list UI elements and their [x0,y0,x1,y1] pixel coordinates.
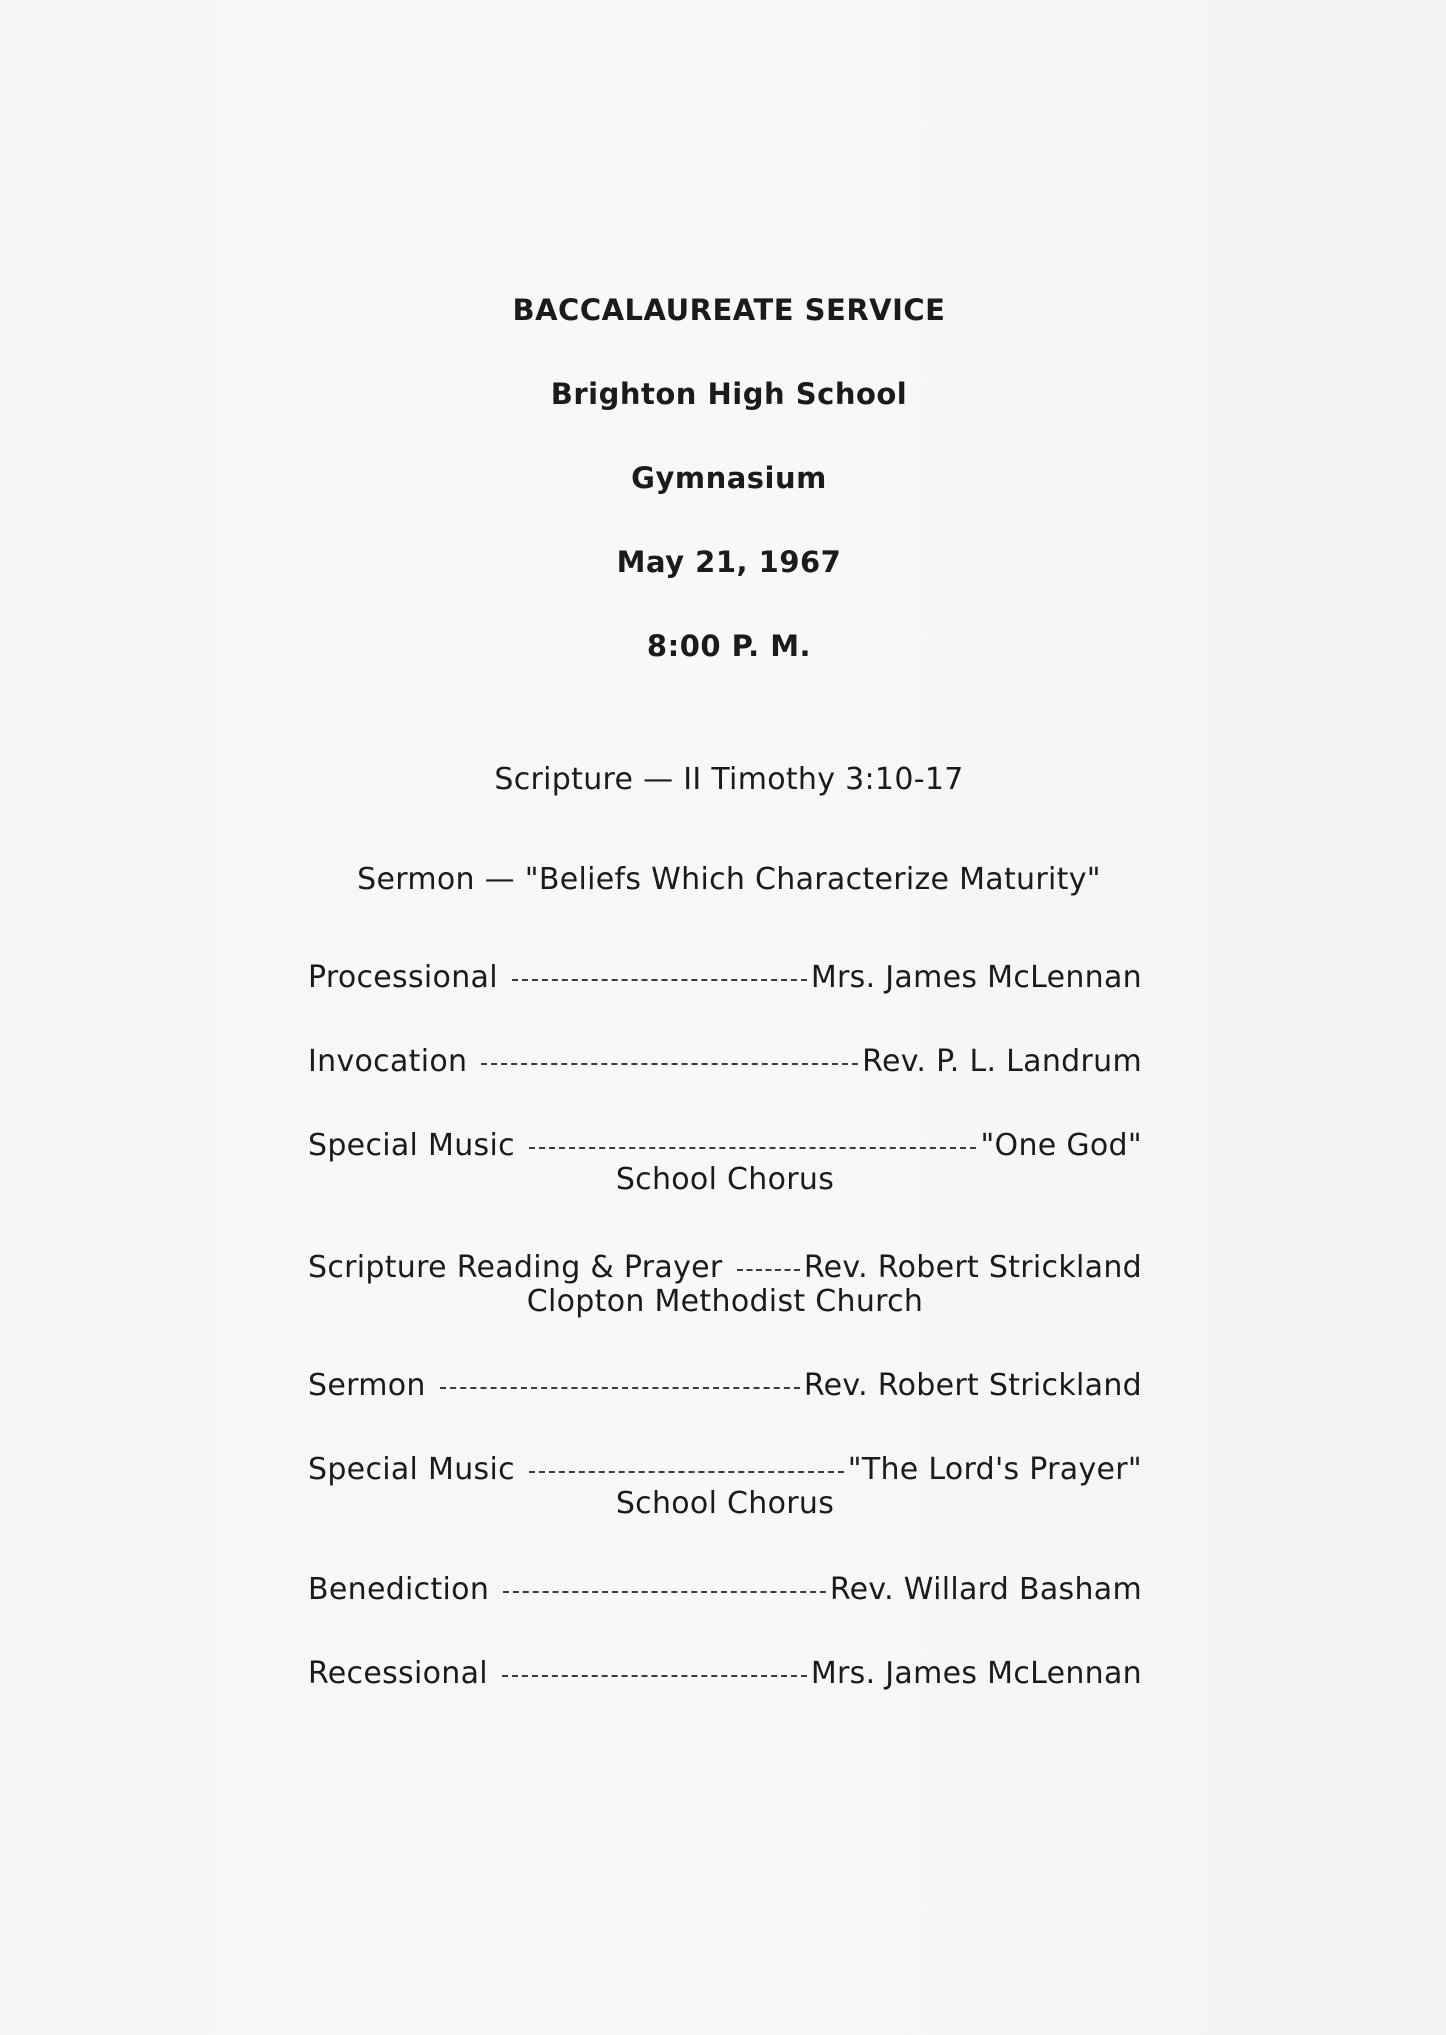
program-role: Special Music [308,1128,515,1163]
program-role: Recessional [308,1656,488,1691]
service-title: BACCALAUREATE SERVICE [512,293,946,327]
program-role: Benediction [308,1572,490,1607]
dotted-leader [512,979,807,981]
program-person: Rev. Robert Strickland [803,1368,1142,1403]
program-row-benediction [308,1572,1142,1607]
service-header [0,290,1446,710]
dotted-leader [481,1063,858,1065]
program-person: Rev. Robert Strickland [803,1250,1142,1285]
program-person: Mrs. James McLennan [810,960,1142,995]
dotted-leader [503,1591,826,1593]
program-person: Mrs. James McLennan [810,1656,1142,1691]
program-role: Invocation [308,1044,468,1079]
program-note: School Chorus [615,1162,835,1197]
dotted-leader [529,1147,977,1149]
program-role: Scripture Reading & Prayer [308,1250,723,1285]
program-person: Rev. P. L. Landrum [862,1044,1142,1079]
venue-name: Gymnasium [631,461,827,495]
scripture-line: Scripture — II Timothy 3:10-17 [494,762,964,797]
program-row-scripture-reading [308,1250,1142,1285]
program-role: Special Music [308,1452,515,1487]
school-name: Brighton High School [550,377,908,411]
program-note: School Chorus [615,1486,835,1521]
program-note: Clopton Methodist Church [526,1284,924,1319]
dotted-leader [529,1471,844,1473]
program-row-invocation [308,1044,1142,1079]
dotted-leader [502,1675,807,1677]
dotted-leader [440,1387,800,1389]
service-time: 8:00 P. M. [646,629,812,663]
program-role: Processional [308,960,498,995]
program-person: Rev. Willard Basham [829,1572,1142,1607]
program-person: "The Lord's Prayer" [847,1452,1142,1487]
program-row-recessional [308,1656,1142,1691]
program-row-special-music-1 [308,1128,1142,1163]
program-role: Sermon [308,1368,426,1403]
program-row-sermon [308,1368,1142,1403]
sermon-title-line: Sermon — "Beliefs Which Characterize Maturity" [357,862,1101,897]
dotted-leader [737,1269,800,1271]
program-row-processional [308,960,1142,995]
program-person: "One God" [980,1128,1142,1163]
program-row-special-music-2 [308,1452,1142,1487]
service-date: May 21, 1967 [616,545,842,579]
